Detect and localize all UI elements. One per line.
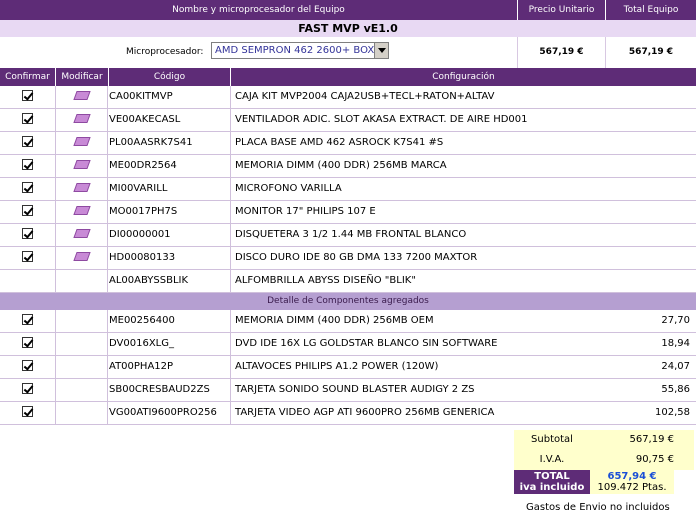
table-row (0, 201, 696, 224)
code-cell: VE00AKECASL (109, 109, 231, 131)
confirm-checkbox[interactable] (22, 337, 33, 348)
total-label-line2: iva incluido (519, 482, 585, 493)
modify-icon[interactable] (73, 229, 90, 238)
product-title: FAST MVP vE1.0 (0, 20, 696, 37)
table-row (0, 224, 696, 247)
cpu-row (0, 37, 696, 68)
confirm-cell (0, 201, 56, 223)
modify-icon[interactable] (73, 252, 90, 261)
col-confirmar: Confirmar (0, 68, 56, 86)
confirm-checkbox[interactable] (22, 113, 33, 124)
modify-icon[interactable] (73, 91, 90, 100)
cpu-total-price: 567,19 € (628, 47, 674, 57)
confirm-checkbox[interactable] (22, 314, 33, 325)
code-cell: DI00000001 (109, 224, 231, 246)
code-cell: HD00080133 (109, 247, 231, 269)
confirm-cell (0, 155, 56, 177)
cpu-label: Microprocesador: (126, 47, 204, 57)
table-row (0, 155, 696, 178)
modify-icon[interactable] (73, 114, 90, 123)
column-header-row (0, 68, 696, 86)
total-ptas: 109.472 Ptas. (597, 482, 667, 493)
price-cell: 18,94 (661, 338, 690, 349)
confirm-cell (0, 310, 56, 332)
total-row (514, 470, 694, 494)
confirm-checkbox[interactable] (22, 159, 33, 170)
modify-cell (56, 270, 108, 292)
col-modificar: Modificar (56, 68, 109, 86)
config-cell: DISQUETERA 3 1/2 1.44 MB FRONTAL BLANCO (235, 229, 467, 240)
modify-icon[interactable] (73, 160, 90, 169)
table-row (0, 379, 696, 402)
confirm-checkbox[interactable] (22, 136, 33, 147)
code-cell: MI00VARILL (109, 178, 231, 200)
price-cell: 55,86 (661, 384, 690, 395)
price-cell: 24,07 (661, 361, 690, 372)
code-cell: PL00AASRK7S41 (109, 132, 231, 154)
confirm-checkbox[interactable] (22, 251, 33, 262)
code-cell: ME00DR2564 (109, 155, 231, 177)
config-cell: DVD IDE 16X LG GOLDSTAR BLANCO SIN SOFTWARE (235, 338, 498, 349)
code-cell: MO0017PH7S (109, 201, 231, 223)
modify-cell (56, 224, 108, 246)
modify-icon[interactable] (73, 183, 90, 192)
confirm-cell (0, 379, 56, 401)
confirm-cell (0, 109, 56, 131)
equipo-header: Nombre y microprocesador del Equipo (0, 0, 518, 20)
config-cell: VENTILADOR ADIC. SLOT AKASA EXTRACT. DE AIRE HD001 (235, 114, 528, 125)
table-row (0, 402, 696, 425)
modify-icon[interactable] (73, 137, 90, 146)
config-cell: TARJETA VIDEO AGP ATI 9600PRO 256MB GENERICA (235, 407, 495, 418)
modify-icon[interactable] (73, 206, 90, 215)
price-cell: 102,58 (655, 407, 690, 418)
config-cell: MICROFONO VARILLA (235, 183, 342, 194)
modify-cell (56, 132, 108, 154)
config-cell: PLACA BASE AMD 462 ASROCK K7S41 #S (235, 137, 444, 148)
code-cell: VG00ATI9600PRO256 (109, 402, 231, 424)
confirm-cell (0, 132, 56, 154)
modify-cell (56, 402, 108, 424)
total-value (590, 470, 674, 494)
table-row (0, 270, 696, 293)
subtotal-label: Subtotal (531, 434, 573, 445)
shipping-note: Gastos de Envio no incluidos (526, 502, 670, 513)
confirm-checkbox[interactable] (22, 205, 33, 216)
config-cell: MEMORIA DIMM (400 DDR) 256MB MARCA (235, 160, 447, 171)
confirm-cell (0, 86, 56, 108)
modify-cell (56, 155, 108, 177)
cpu-unit-price: 567,19 € (518, 37, 606, 68)
total-label (514, 470, 590, 494)
precio-unitario-header: Precio Unitario (518, 0, 606, 20)
confirm-checkbox[interactable] (22, 182, 33, 193)
code-cell: AT00PHA12P (109, 356, 231, 378)
confirm-checkbox[interactable] (22, 228, 33, 239)
code-cell: ME00256400 (109, 310, 231, 332)
added-section-title: Detalle de Componentes agregados (0, 293, 696, 310)
modify-cell (56, 247, 108, 269)
config-cell: TARJETA SONIDO SOUND BLASTER AUDIGY 2 ZS (235, 384, 475, 395)
modify-cell (56, 178, 108, 200)
table-row (0, 247, 696, 270)
table-row (0, 132, 696, 155)
confirm-checkbox[interactable] (22, 406, 33, 417)
code-cell: SB00CRESBAUD2ZS (109, 379, 231, 401)
cpu-select[interactable] (211, 42, 389, 59)
config-cell: ALTAVOCES PHILIPS A1.2 POWER (120W) (235, 361, 439, 372)
iva-value: 90,75 € (635, 454, 674, 465)
total-label-line1: TOTAL (534, 471, 570, 482)
table-row (0, 178, 696, 201)
confirm-cell (0, 247, 56, 269)
confirm-checkbox[interactable] (22, 360, 33, 371)
price-cell: 27,70 (661, 315, 690, 326)
confirm-cell (0, 333, 56, 355)
total-equipo-header: Total Equipo (606, 0, 696, 20)
confirm-checkbox[interactable] (22, 90, 33, 101)
code-cell: AL00ABYSSBLIK (109, 270, 231, 292)
confirm-cell (0, 224, 56, 246)
subtotal-row (514, 430, 694, 450)
confirm-cell (0, 178, 56, 200)
code-cell: CA00KITMVP (109, 86, 231, 108)
modify-cell (56, 333, 108, 355)
total-eur: 657,94 € (607, 471, 657, 482)
col-configuracion: Configuración (231, 68, 696, 86)
iva-label: I.V.A. (539, 454, 565, 465)
top-header (0, 0, 696, 20)
cpu-select-value: AMD SEMPRON 462 2600+ BOX (215, 45, 375, 56)
confirm-cell (0, 402, 56, 424)
table-row (0, 333, 696, 356)
modify-cell (56, 86, 108, 108)
confirm-cell (0, 356, 56, 378)
modify-cell (56, 201, 108, 223)
modify-cell (56, 379, 108, 401)
confirm-cell (0, 270, 56, 292)
table-row (0, 356, 696, 379)
cpu-cell (0, 37, 518, 68)
chevron-down-icon[interactable] (374, 43, 388, 58)
table-row (0, 310, 696, 333)
table-row (0, 109, 696, 132)
confirm-checkbox[interactable] (22, 383, 33, 394)
col-codigo: Código (109, 68, 231, 86)
config-cell: ALFOMBRILLA ABYSS DISEÑO "BLIK" (235, 275, 416, 286)
modify-cell (56, 310, 108, 332)
config-cell: MEMORIA DIMM (400 DDR) 256MB OEM (235, 315, 434, 326)
config-cell: MONITOR 17" PHILIPS 107 E (235, 206, 376, 217)
subtotal-value: 567,19 € (629, 434, 674, 445)
iva-row (514, 450, 694, 470)
table-row (0, 86, 696, 109)
code-cell: DV0016XLG_ (109, 333, 231, 355)
config-cell: DISCO DURO IDE 80 GB DMA 133 7200 MAXTOR (235, 252, 478, 263)
components-table (0, 86, 696, 425)
totals-box (514, 430, 694, 494)
modify-cell (56, 356, 108, 378)
modify-cell (56, 109, 108, 131)
config-cell: CAJA KIT MVP2004 CAJA2USB+TECL+RATON+ALTAV (235, 91, 495, 102)
